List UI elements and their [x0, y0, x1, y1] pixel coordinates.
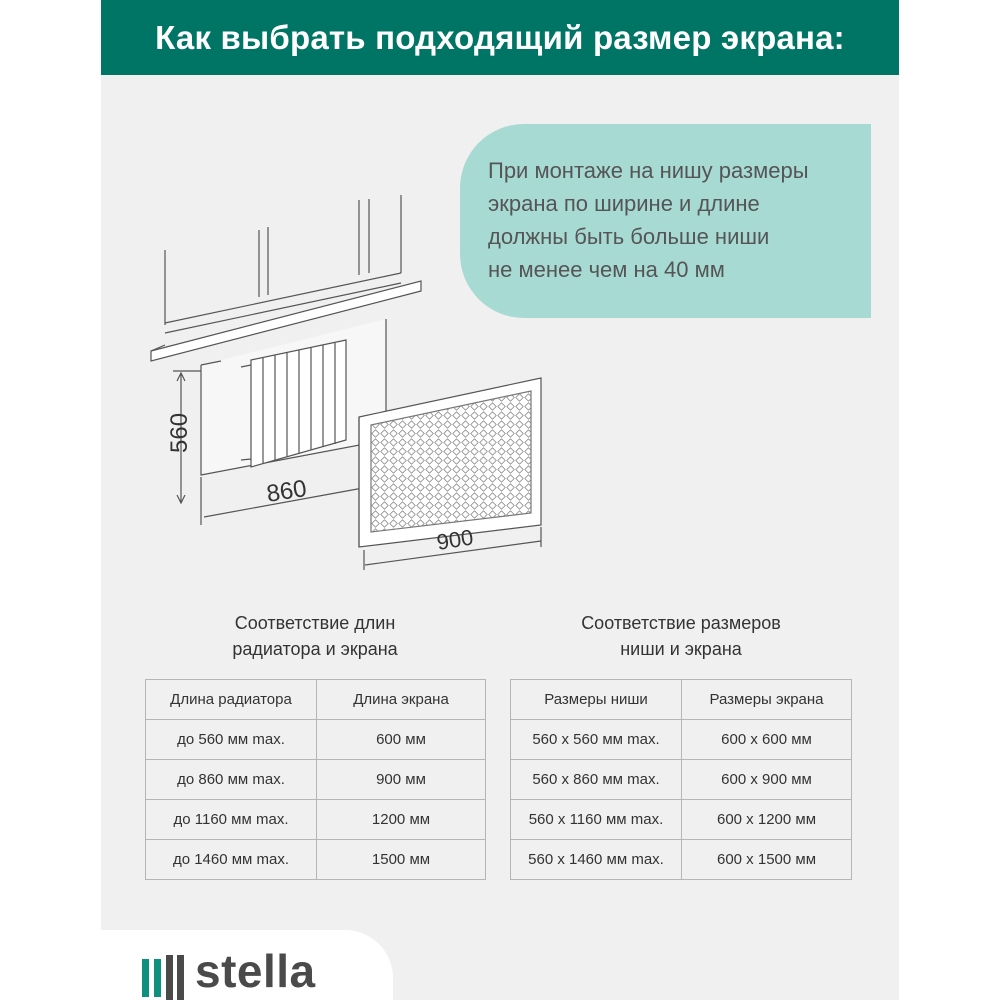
table-row	[511, 760, 852, 800]
table-row	[511, 800, 852, 840]
table-cell: 600 х 1200 мм	[682, 800, 852, 840]
table-cell: 1500 мм	[317, 840, 486, 880]
header-bar	[101, 0, 899, 75]
column-header: Размеры ниши	[511, 680, 682, 720]
table-cell: 600 х 600 мм	[682, 720, 852, 760]
caption-line: радиатора и экрана	[232, 639, 398, 659]
installation-drawing	[101, 195, 561, 585]
table-cell: 600 мм	[317, 720, 486, 760]
dimension-label-height: 560	[166, 412, 193, 453]
caption-niche-screen	[510, 610, 852, 662]
caption-line: Соответствие длин	[234, 613, 396, 633]
infographic-panel	[101, 0, 899, 1000]
table-cell: до 560 мм max.	[146, 720, 317, 760]
table-cell: 600 х 900 мм	[682, 760, 852, 800]
caption-line: ниши и экрана	[620, 639, 742, 659]
table-row	[511, 840, 852, 880]
dimension-label-niche-width: 860	[264, 474, 309, 508]
table-cell: до 860 мм max.	[146, 760, 317, 800]
table-row	[146, 760, 486, 800]
column-header: Размеры экрана	[682, 680, 852, 720]
radiator-screen-table	[145, 679, 486, 880]
column-header: Длина радиатора	[146, 680, 317, 720]
note-line: должны быть больше ниши	[488, 224, 770, 249]
brand-name: stella	[195, 945, 316, 997]
table-cell: 1200 мм	[317, 800, 486, 840]
brand-logo-card	[101, 930, 393, 1000]
table-row	[146, 840, 486, 880]
stella-logo-mark-icon	[141, 955, 185, 1000]
table-header-row	[511, 680, 852, 720]
caption-radiator-screen	[145, 610, 485, 662]
table-row	[511, 720, 852, 760]
table-cell: 560 х 860 мм max.	[511, 760, 682, 800]
table-cell: до 1160 мм max.	[146, 800, 317, 840]
table-cell: 560 х 1160 мм max.	[511, 800, 682, 840]
table-row	[146, 720, 486, 760]
dimension-label-screen-width: 900	[434, 524, 476, 555]
caption-line: Соответствие размеров	[581, 613, 781, 633]
note-line: не менее чем на 40 мм	[488, 257, 725, 282]
table-header-row	[146, 680, 486, 720]
table-cell: до 1460 мм max.	[146, 840, 317, 880]
table-row	[146, 800, 486, 840]
window-frame	[165, 195, 401, 333]
note-line: При монтаже на нишу размеры	[488, 158, 809, 183]
table-cell: 600 х 1500 мм	[682, 840, 852, 880]
page-title: Как выбрать подходящий размер экрана:	[155, 18, 845, 56]
table-cell: 560 х 1460 мм max.	[511, 840, 682, 880]
table-cell: 900 мм	[317, 760, 486, 800]
note-line: экрана по ширине и длине	[488, 191, 760, 216]
column-header: Длина экрана	[317, 680, 486, 720]
table-cell: 560 х 560 мм max.	[511, 720, 682, 760]
niche-screen-table	[510, 679, 852, 880]
